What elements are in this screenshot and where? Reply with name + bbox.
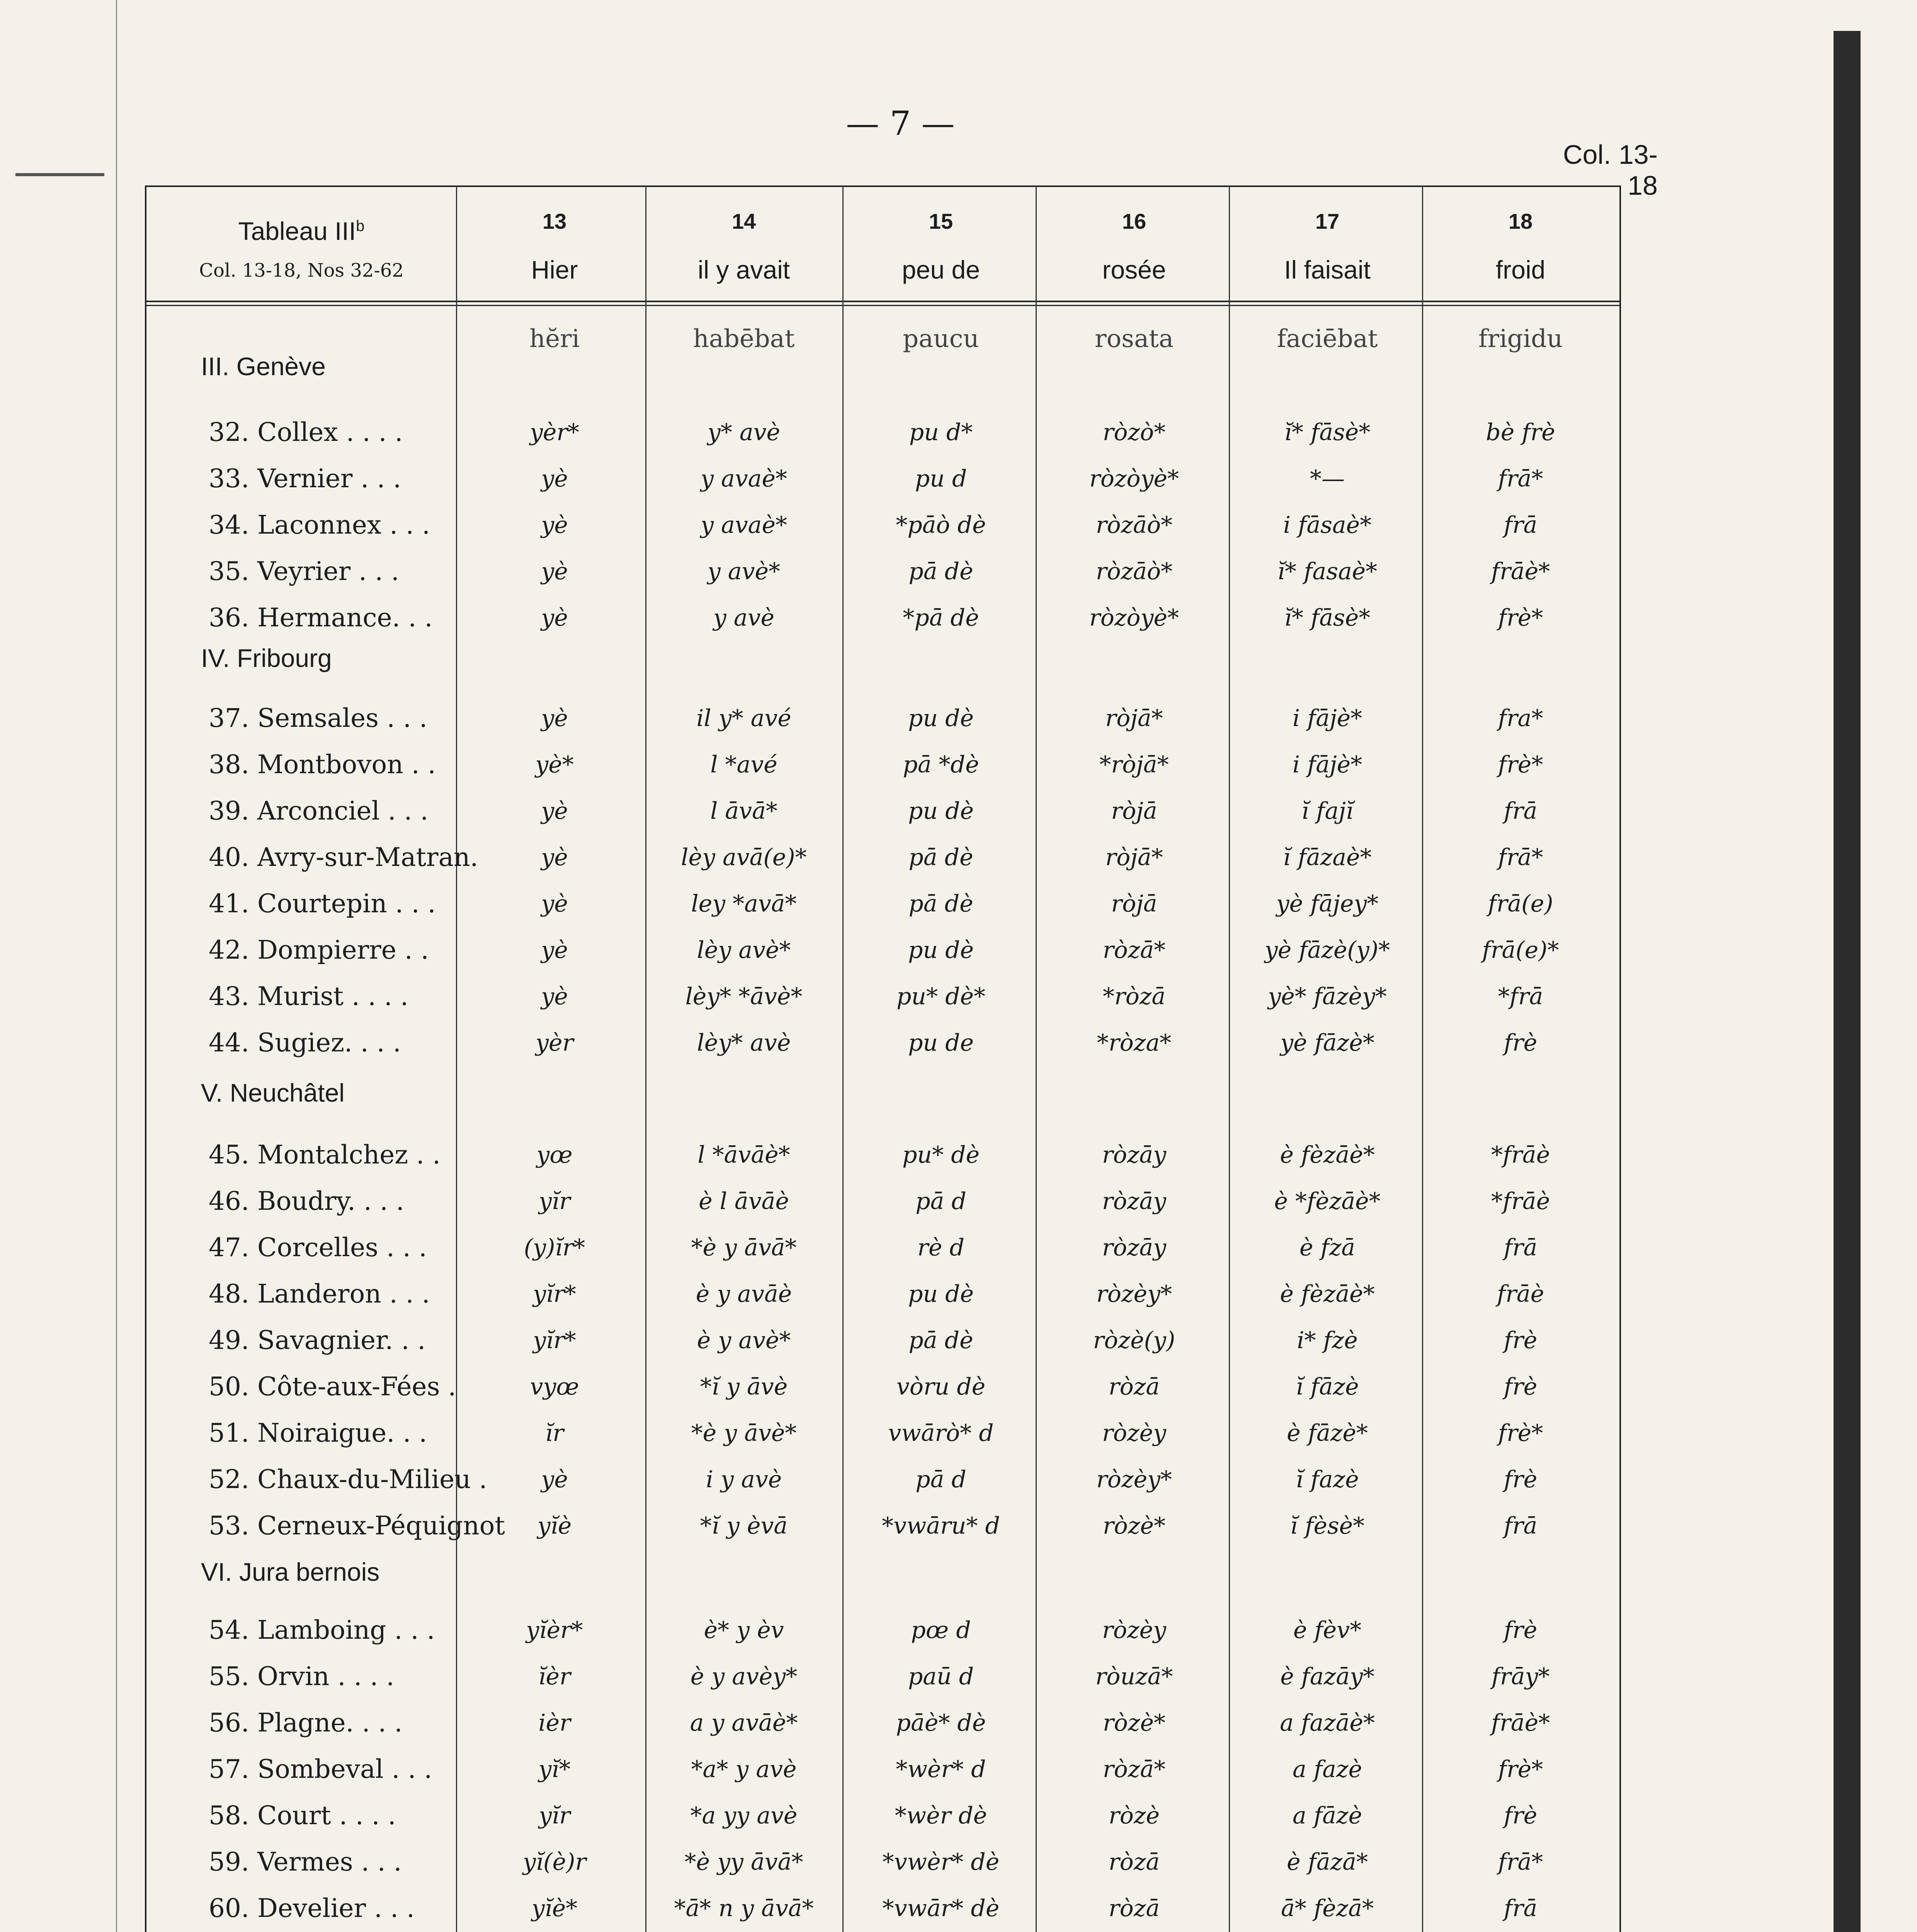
header-rule [145, 301, 1621, 306]
form-cell: ròzā [1108, 1895, 1160, 1922]
form-cell: ĭ fāzè [1296, 1373, 1359, 1400]
form-cell: è l āvāè [699, 1188, 789, 1215]
form-cell: a fazāè* [1280, 1709, 1375, 1736]
form-cell: yè [541, 512, 568, 539]
locality-name: 56. Plagne. . . . [209, 1708, 403, 1738]
form-cell: yĭr [539, 1802, 570, 1829]
form-cell: frè* [1498, 1420, 1543, 1447]
form-cell: yĭè* [531, 1895, 578, 1922]
form-cell: *frā [1498, 983, 1543, 1010]
form-cell: pā *dè [903, 751, 979, 778]
form-cell: yĭèr* [526, 1617, 583, 1644]
form-cell: ròzāò* [1095, 558, 1173, 585]
form-cell: yèr* [529, 419, 580, 446]
form-cell: yè [541, 983, 568, 1010]
column-etymon: paucu [903, 325, 979, 353]
locality-name: 54. Lamboing . . . [209, 1615, 435, 1645]
locality-name: 59. Vermes . . . [209, 1847, 402, 1877]
column-rule [1036, 185, 1037, 1932]
form-cell: è fèzāè* [1280, 1141, 1375, 1168]
column-rule [842, 185, 844, 1932]
form-cell: yè* fāzèy* [1268, 983, 1387, 1010]
form-cell: i fājè* [1292, 705, 1362, 732]
form-cell: ròjā* [1105, 705, 1163, 732]
form-cell: i fāsaè* [1283, 512, 1372, 539]
locality-name: 36. Hermance. . . [209, 603, 433, 633]
form-cell: yè [541, 798, 568, 825]
form-cell: ròzò* [1102, 419, 1166, 446]
column-etymon: rosata [1095, 325, 1174, 353]
form-cell: frā* [1498, 1849, 1543, 1876]
column-number: 14 [731, 209, 756, 233]
form-cell: vyœ [530, 1373, 579, 1400]
form-cell: frè [1504, 1373, 1538, 1400]
column-word: froid [1495, 255, 1546, 284]
form-cell: ròzè* [1103, 1709, 1165, 1736]
form-cell: *vwār* dè [882, 1895, 1000, 1922]
form-cell: ĭ fāzaè* [1283, 844, 1372, 871]
form-cell: *frāè [1491, 1141, 1550, 1168]
column-word: rosée [1102, 255, 1166, 284]
form-cell: yĭr* [533, 1327, 576, 1354]
form-cell: l *avé [710, 751, 777, 778]
form-cell: ĭ fajĭ [1301, 798, 1354, 825]
form-cell: yĭè [537, 1512, 572, 1539]
column-etymon: frigidu [1478, 325, 1563, 353]
form-cell: frāè* [1491, 558, 1550, 585]
form-cell: yèr [535, 1029, 574, 1056]
form-cell: frā [1504, 798, 1538, 825]
form-cell: frè [1504, 1466, 1538, 1493]
form-cell: ròzāy [1102, 1234, 1167, 1261]
form-cell: frè [1504, 1802, 1538, 1829]
form-cell: è y avè* [697, 1327, 791, 1354]
form-cell: ròzāy [1102, 1141, 1167, 1168]
form-cell: *è y āvè* [691, 1420, 797, 1447]
form-cell: yè fājey* [1276, 890, 1379, 917]
form-cell: ĭ* fasaè* [1277, 558, 1378, 585]
column-rule [1422, 185, 1423, 1932]
column-etymon: habēbat [693, 325, 795, 353]
form-cell: pu d [915, 465, 967, 492]
form-cell: ròzòyè* [1089, 465, 1179, 492]
form-cell: frè* [1498, 604, 1543, 631]
form-cell: ròzòyè* [1089, 604, 1179, 631]
column-word: Il faisait [1284, 255, 1371, 284]
form-cell: paū d [908, 1663, 974, 1690]
form-cell: vòru dè [896, 1373, 986, 1400]
form-cell: bè frè [1486, 419, 1555, 446]
form-cell: ròzèy [1102, 1420, 1166, 1447]
page-number: — 7 — [846, 104, 955, 143]
form-cell: è* y èv [704, 1617, 784, 1644]
column-word: peu de [902, 255, 980, 284]
form-cell: yè* [535, 751, 574, 778]
form-cell: ròzāy [1102, 1188, 1167, 1215]
form-cell: è fāzā* [1287, 1849, 1368, 1876]
form-cell: frè* [1498, 1756, 1543, 1783]
form-cell: pā dè [908, 558, 973, 585]
form-cell: *ròjā* [1099, 751, 1169, 778]
form-cell: yè [541, 604, 568, 631]
form-cell: frāè* [1491, 1709, 1550, 1736]
locality-name: 57. Sombeval . . . [209, 1754, 432, 1784]
form-cell: yœ [536, 1141, 573, 1168]
locality-name: 42. Dompierre . . [209, 935, 429, 965]
form-cell: è fèv* [1293, 1617, 1362, 1644]
locality-name: 55. Orvin . . . . [209, 1662, 395, 1691]
locality-name: 39. Arconciel . . . [209, 796, 429, 826]
form-cell: frā(e)* [1482, 937, 1559, 964]
locality-name: 32. Collex . . . . [209, 417, 403, 447]
form-cell: è fāzè* [1287, 1420, 1368, 1447]
form-cell: pœ d [911, 1617, 971, 1644]
form-cell: pā dè [908, 890, 973, 917]
form-cell: *ròza* [1097, 1029, 1172, 1056]
locality-name: 52. Chaux-du-Milieu . [209, 1464, 487, 1494]
margin-tick [15, 173, 104, 176]
column-rule [456, 185, 457, 1932]
form-cell: *è y āvā* [691, 1234, 797, 1261]
form-cell: i y avè [706, 1466, 782, 1493]
locality-name: 37. Semsales . . . [209, 703, 427, 733]
form-cell: pu dè [908, 1281, 974, 1308]
region-heading: III. Genève [201, 352, 326, 381]
form-cell: *a* y avè [691, 1756, 797, 1783]
form-cell: frā [1504, 1512, 1538, 1539]
form-cell: frè [1504, 1327, 1538, 1354]
form-cell: *wèr* d [896, 1756, 986, 1783]
form-cell: ròzè(y) [1093, 1327, 1175, 1354]
locality-name: 45. Montalchez . . [209, 1140, 441, 1170]
column-number: 13 [542, 209, 567, 233]
locality-name: 44. Sugiez. . . . [209, 1028, 401, 1058]
form-cell: ròzāò* [1095, 512, 1173, 539]
form-cell: frā [1504, 512, 1538, 539]
form-cell: frā* [1498, 465, 1543, 492]
locality-name: 49. Savagnier. . . [209, 1325, 426, 1355]
locality-name: 47. Corcelles . . . [209, 1233, 427, 1262]
form-cell: *ròzā [1102, 983, 1166, 1010]
form-cell: yĭ* [538, 1756, 571, 1783]
locality-name: 58. Court . . . . [209, 1801, 396, 1830]
locality-name: 50. Côte-aux-Fées . [209, 1372, 456, 1401]
locality-name: 35. Veyrier . . . [209, 556, 400, 586]
form-cell: *ĭ y āvè [700, 1373, 788, 1400]
column-word: Hier [531, 255, 578, 284]
locality-name: 41. Courtepin . . . [209, 889, 436, 918]
form-cell: y avè* [707, 558, 781, 585]
form-cell: yè [541, 844, 568, 871]
form-cell: è fazāy* [1280, 1663, 1374, 1690]
form-cell: i fājè* [1292, 751, 1362, 778]
locality-name: 43. Murist . . . . [209, 981, 408, 1011]
form-cell: pā dè [908, 844, 973, 871]
form-cell: pu d* [909, 419, 973, 446]
form-cell: pu* dè [902, 1141, 980, 1168]
column-number: 17 [1315, 209, 1340, 233]
form-cell: ròjā [1111, 798, 1157, 825]
column-number: 18 [1508, 209, 1533, 233]
binding-rule [116, 0, 117, 1932]
locality-name: 34. Laconnex . . . [209, 510, 430, 540]
form-cell: y avaè* [701, 465, 787, 492]
form-cell: ròzā* [1102, 937, 1166, 964]
form-cell: *vwāru* d [882, 1512, 1000, 1539]
form-cell: vwārò* d [888, 1420, 994, 1447]
column-number: 15 [929, 209, 953, 233]
form-cell: pā dè [908, 1327, 973, 1354]
form-cell: yĭr [539, 1188, 570, 1215]
form-cell: è fzā [1299, 1234, 1356, 1261]
form-cell: yĭ(è)r [522, 1849, 587, 1876]
form-cell: yè [541, 465, 568, 492]
form-cell: ĭèr [538, 1663, 571, 1690]
locality-name: 48. Landeron . . . [209, 1279, 430, 1309]
form-cell: yè [541, 558, 568, 585]
form-cell: frā(e) [1488, 890, 1553, 917]
form-cell: ròzè* [1103, 1512, 1165, 1539]
form-cell: *frāè [1491, 1188, 1550, 1215]
form-cell: yè [541, 1466, 568, 1493]
form-cell: ròzè [1109, 1802, 1160, 1829]
form-cell: *wèr dè [895, 1802, 987, 1829]
form-cell: *— [1310, 465, 1345, 492]
form-cell: lèy avè* [697, 937, 791, 964]
table-subtitle: Col. 13-18, Nos 32-62 [199, 260, 404, 281]
form-cell: *pāò dè [896, 512, 986, 539]
form-cell: frè* [1498, 751, 1543, 778]
form-cell: ròzā [1108, 1373, 1160, 1400]
form-cell: rè d [917, 1234, 964, 1261]
locality-name: 46. Boudry. . . . [209, 1186, 404, 1216]
form-cell: *ĭ y èvā [700, 1512, 788, 1539]
form-cell: pu dè [908, 798, 974, 825]
form-cell: i* fzè [1297, 1327, 1358, 1354]
form-cell: ròzā [1108, 1849, 1160, 1876]
column-range: Col. 13-18 [1563, 139, 1658, 201]
form-cell: ĭ* fāsè* [1284, 604, 1371, 631]
form-cell: *a yy avè [690, 1802, 798, 1829]
form-cell: è fèzāè* [1280, 1281, 1375, 1308]
column-etymon: hĕri [529, 325, 580, 353]
form-cell: fra* [1498, 705, 1543, 732]
form-cell: yè [541, 890, 568, 917]
form-cell: ley *avā* [691, 890, 797, 917]
scan-edge-band [1834, 31, 1861, 1932]
form-cell: *pā dè [903, 604, 979, 631]
form-cell: ròjā* [1105, 844, 1163, 871]
form-cell: yè fāzè(y)* [1264, 937, 1390, 964]
table-title [153, 216, 450, 246]
form-cell: a fazè [1293, 1756, 1362, 1783]
form-cell: è y avèy* [690, 1663, 798, 1690]
column-number: 16 [1122, 209, 1146, 233]
form-cell: ĭ* fāsè* [1284, 419, 1371, 446]
locality-name: 53. Cerneux-Péquignot [209, 1511, 505, 1541]
form-cell: a fāzè [1293, 1802, 1362, 1829]
form-cell: ièr [538, 1709, 571, 1736]
form-cell: frā [1504, 1234, 1538, 1261]
column-rule [1229, 185, 1230, 1932]
form-cell: ròzèy* [1096, 1466, 1172, 1493]
form-cell: ròjā [1111, 890, 1157, 917]
form-cell: pā d [915, 1188, 966, 1215]
table-title-sup: b [356, 218, 365, 235]
form-cell: pu de [908, 1029, 974, 1056]
column-etymon: faciēbat [1277, 325, 1378, 353]
form-cell: frāy* [1491, 1663, 1550, 1690]
form-cell: *è yy āvā* [684, 1849, 803, 1876]
column-word: il y avait [697, 255, 790, 284]
form-cell: frè [1504, 1029, 1538, 1056]
region-heading: VI. Jura bernois [201, 1558, 380, 1586]
form-cell: yè fāzè* [1280, 1029, 1374, 1056]
form-cell: è *fèzāè* [1274, 1188, 1381, 1215]
form-cell: lèy avā(e)* [681, 844, 807, 871]
region-heading: V. Neuchâtel [201, 1078, 345, 1107]
form-cell: ròzèy* [1096, 1281, 1172, 1308]
locality-name: 60. Develier . . . [209, 1893, 415, 1923]
form-cell: frāè [1497, 1281, 1544, 1308]
form-cell: frè [1504, 1617, 1538, 1644]
form-cell: (y)ĭr* [524, 1234, 585, 1261]
table-title-text: Tableau III [238, 217, 356, 245]
form-cell: pu dè [908, 937, 974, 964]
form-cell: y avaè* [701, 512, 787, 539]
form-cell: pu* dè* [896, 983, 986, 1010]
form-cell: pāè* dè [896, 1709, 986, 1736]
form-cell: ĭ fazè [1296, 1466, 1359, 1493]
form-cell: yĭr* [533, 1281, 576, 1308]
form-cell: a y avāè* [690, 1709, 798, 1736]
form-cell: ròzā* [1102, 1756, 1166, 1783]
form-cell: pā d [915, 1466, 966, 1493]
form-cell: *vwèr* dè [882, 1849, 1000, 1876]
form-cell: frā [1504, 1895, 1538, 1922]
form-cell: ĭr [545, 1420, 564, 1447]
form-cell: yè [541, 705, 568, 732]
form-cell: è y avāè [696, 1281, 792, 1308]
form-cell: y* avè [707, 419, 781, 446]
form-cell: y avè [713, 604, 775, 631]
form-cell: l āvā* [710, 798, 777, 825]
form-cell: l *āvāè* [697, 1141, 790, 1168]
form-cell: ròzèy [1102, 1617, 1166, 1644]
locality-name: 40. Avry-sur-Matran. [209, 842, 478, 872]
region-heading: IV. Fribourg [201, 644, 332, 672]
form-cell: ròuzā* [1095, 1663, 1173, 1690]
form-cell: lèy* avè [697, 1029, 791, 1056]
form-cell: frā* [1498, 844, 1543, 871]
form-cell: pu dè [908, 705, 974, 732]
form-cell: ĭ fèsè* [1290, 1512, 1365, 1539]
locality-name: 51. Noiraigue. . . [209, 1418, 427, 1448]
locality-name: 38. Montbovon . . [209, 750, 436, 779]
form-cell: *ā* n y āvā* [674, 1895, 814, 1922]
form-cell: il y* avé [696, 705, 791, 732]
form-cell: yè [541, 937, 568, 964]
form-cell: lèy* *āvè* [685, 983, 803, 1010]
form-cell: ā* fèzā* [1281, 1895, 1374, 1922]
locality-name: 33. Vernier . . . [209, 464, 401, 493]
